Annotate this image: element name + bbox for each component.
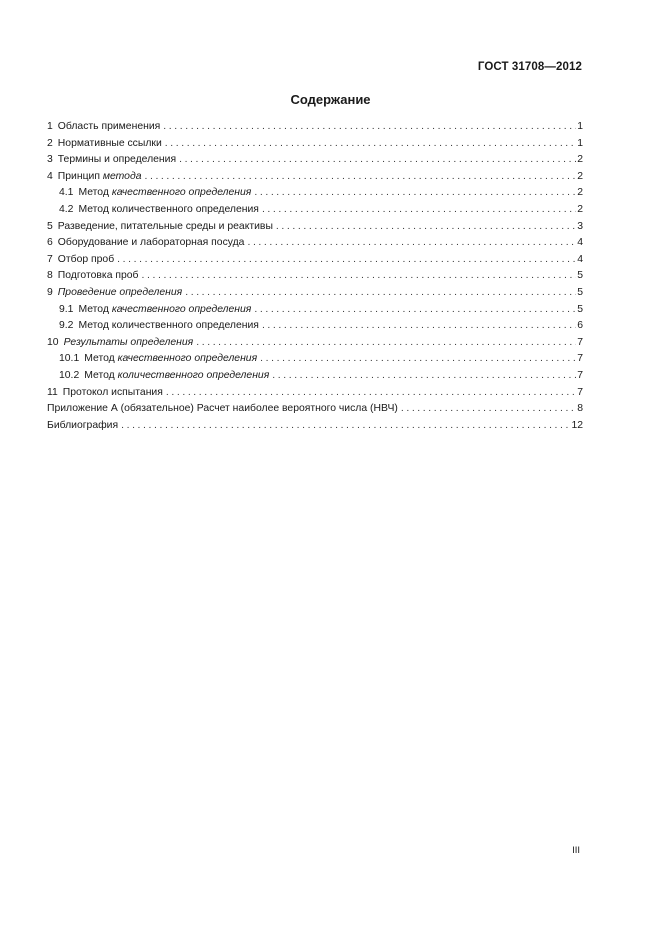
dot-leader — [262, 202, 576, 219]
toc-entry-page: 7 — [577, 336, 583, 348]
toc-entry-title-italic: качественного определения — [111, 187, 252, 199]
toc-entry-page: 2 — [577, 170, 583, 182]
toc-entry-appendix-a[interactable] — [47, 401, 583, 418]
toc-entry-6[interactable] — [47, 235, 583, 252]
dot-leader — [254, 185, 576, 202]
page-number: III — [572, 845, 580, 856]
toc-entry-number: 9.1 — [59, 303, 74, 315]
toc-entry-4-1[interactable] — [47, 185, 583, 202]
toc-entry-title-italic: метода — [102, 170, 142, 182]
toc-entry-10-1[interactable] — [47, 351, 583, 368]
toc-entry-number: 2 — [47, 137, 53, 149]
toc-entry-number: 10.2 — [59, 369, 80, 381]
dot-leader — [254, 302, 576, 319]
toc-entry-title: Метод количественного определения — [78, 320, 259, 332]
toc-entry-title: Метод — [78, 303, 109, 315]
toc-entry-title-italic: качественного определения — [117, 353, 258, 365]
toc-entry-4-2[interactable] — [47, 202, 583, 219]
toc-entry-title: Протокол испытания — [62, 386, 163, 398]
dot-leader — [166, 385, 576, 402]
toc-entry-title: Принцип — [57, 170, 100, 182]
toc-entry-3[interactable] — [47, 152, 583, 169]
toc-entry-title: Отбор проб — [57, 253, 115, 265]
toc-entry-page: 7 — [577, 386, 583, 398]
toc-entry-number: 7 — [47, 253, 53, 265]
toc-entry-page: 4 — [577, 237, 583, 249]
toc-entry-page: 2 — [577, 203, 583, 215]
toc-entry-number: 4.2 — [59, 203, 74, 215]
toc-entry-10-2[interactable] — [47, 368, 583, 385]
toc-entry-page: 2 — [577, 154, 583, 166]
dot-leader — [262, 318, 576, 335]
toc-entry-title-italic: качественного определения — [111, 303, 252, 315]
toc-entry-title: Приложение А (обязательное) Расчет наиболее вероятного числа (НВЧ) — [47, 403, 398, 415]
toc-entry-page: 2 — [577, 187, 583, 199]
toc-entry-7[interactable] — [47, 252, 583, 269]
toc-entry-1[interactable] — [47, 119, 583, 136]
toc-entry-number: 3 — [47, 154, 53, 166]
toc-entry-page: 3 — [577, 220, 583, 232]
dot-leader — [144, 169, 576, 186]
toc-title: Содержание — [290, 92, 371, 107]
toc-entry-title: Библиография — [47, 419, 119, 431]
toc-entry-2[interactable] — [47, 136, 583, 153]
dot-leader — [185, 285, 576, 302]
toc-entry-number: 8 — [47, 270, 53, 282]
toc-entry-title-italic: количественного определения — [117, 369, 270, 381]
toc-entry-page: 5 — [577, 270, 583, 282]
toc-entry-number: 4.1 — [59, 187, 74, 199]
toc-entry-title: Метод — [84, 353, 115, 365]
toc-entry-9-2[interactable] — [47, 318, 583, 335]
table-of-contents — [47, 119, 583, 434]
dot-leader — [163, 119, 576, 136]
toc-entry-9-1[interactable] — [47, 302, 583, 319]
toc-entry-number: 9.2 — [59, 320, 74, 332]
dot-leader — [272, 368, 576, 385]
toc-entry-title: Область применения — [57, 121, 161, 132]
toc-entry-11[interactable] — [47, 385, 583, 402]
toc-entry-title: Метод — [78, 187, 109, 199]
toc-entry-number: 4 — [47, 170, 53, 182]
toc-entry-bibliography[interactable] — [47, 418, 583, 435]
toc-entry-page: 1 — [577, 137, 583, 149]
toc-entry-number: 10 — [47, 336, 59, 348]
toc-entry-title: Подготовка проб — [57, 270, 139, 282]
toc-entry-number: 11 — [47, 386, 58, 398]
toc-entry-title-italic: Результаты определения — [63, 336, 194, 348]
toc-entry-number: 10.1 — [59, 353, 80, 365]
toc-entry-number: 1 — [47, 121, 53, 132]
toc-entry-4[interactable] — [47, 169, 583, 186]
dot-leader — [142, 268, 577, 285]
toc-entry-page: 1 — [577, 121, 583, 132]
toc-entry-title: Метод — [84, 369, 115, 381]
toc-entry-10[interactable] — [47, 335, 583, 352]
toc-entry-page: 5 — [577, 286, 583, 298]
toc-entry-title: Нормативные ссылки — [57, 137, 162, 149]
dot-leader — [165, 136, 576, 153]
dot-leader — [121, 418, 570, 435]
toc-entry-title: Оборудование и лабораторная посуда — [57, 237, 245, 249]
toc-entry-8[interactable] — [47, 268, 583, 285]
toc-entry-number: 5 — [47, 220, 53, 232]
document-code: ГОСТ 31708—2012 — [477, 61, 582, 73]
dot-leader — [196, 335, 576, 352]
dot-leader — [260, 351, 576, 368]
dot-leader — [401, 401, 576, 418]
toc-entry-page: 5 — [577, 303, 583, 315]
toc-entry-title: Разведение, питательные среды и реактивы — [57, 220, 273, 232]
dot-leader — [117, 252, 576, 269]
toc-entry-page: 7 — [577, 353, 583, 365]
dot-leader — [247, 235, 576, 252]
toc-entry-9[interactable] — [47, 285, 583, 302]
dot-leader — [276, 219, 576, 236]
dot-leader — [179, 152, 576, 169]
toc-entry-number: 6 — [47, 237, 53, 249]
toc-entry-page: 8 — [577, 403, 583, 415]
toc-entry-title: Термины и определения — [57, 154, 177, 166]
toc-entry-page: 7 — [577, 369, 583, 381]
toc-entry-page: 4 — [577, 253, 583, 265]
toc-entry-page: 6 — [577, 320, 583, 332]
toc-entry-5[interactable] — [47, 219, 583, 236]
toc-entry-title: Метод количественного определения — [78, 203, 259, 215]
toc-entry-page: 12 — [571, 419, 583, 431]
toc-entry-title-italic: Проведение определения — [57, 286, 183, 298]
toc-entry-number: 9 — [47, 286, 53, 298]
